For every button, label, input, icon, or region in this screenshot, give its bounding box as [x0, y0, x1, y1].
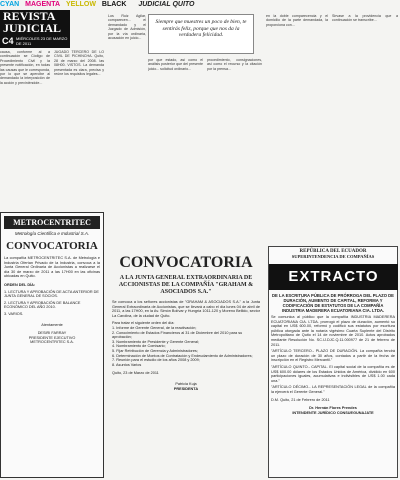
text-column-6 — [266, 14, 328, 244]
notice-subheading: Metrología Científica e Industrial S.A. — [14, 231, 90, 236]
text-column-5 — [207, 58, 262, 210]
print-color-bar — [0, 0, 400, 10]
agenda-item: 6. Determinación de Montos de Contratación y Endeudamiento de Administradores; — [112, 353, 253, 358]
agenda-item: 3. Nombramiento de Presidente y Gerente General; — [112, 339, 199, 344]
notice-subheading: SUPERINTENDENCIA DE COMPAÑÍAS — [291, 254, 375, 259]
notice-subtitle: A LA JUNTA GENERAL EXTRAORDINARIA DE ACCIONISTAS DE LA COMPAÑÍA "GRAHAM & ASOCIADOS S.A." — [118, 275, 254, 295]
agenda-item: 1. Informe de Gerente General, de la reactivación; — [112, 325, 197, 330]
color-magenta: MAGENTA — [25, 1, 61, 8]
section-name: JUDICIAL QUITO — [138, 1, 195, 8]
page-number: C4 — [2, 36, 14, 46]
notice-title: CONVOCATORIA — [6, 240, 98, 252]
agenda-item: 8. Asuntos Varios — [112, 362, 142, 367]
logo-line-2: JUDICIAL — [3, 21, 62, 35]
notice-body: Se convoca a los señores accionistas de "GRAHAM & ASOCIADOS S.A." a la Junta General Extraordinaria de Accionistas, que se llevará a cabo el día lunes 04 de abril de 2011, a las 17H00, en la Av. Simón Bolívar y Hungría 1011-120 y Moreno Bellido, sector La Carolina, de la ciudad de Quito. — [112, 300, 260, 318]
article-text: "ARTÍCULO QUINTO.- CAPITAL. El capital social de la compañía es de US$ 600.00 dólares de los Estados Unidos de América, dividido en 600 participaciones iguales, acumulativas e indivisibles de US$ 1.00 cada una." — [271, 364, 395, 383]
text-column-4 — [148, 58, 203, 210]
closing: Atentamente — [41, 322, 63, 327]
signer-role: INTENDENTE JURÍDICO CONSUEGUNAJATE — [292, 410, 374, 415]
agenda-item: 1. LECTURA Y APROBACIÓN DE ACTA ANTERIOR DE JUNTA GENERAL DE SOCIOS. — [4, 289, 99, 299]
notice-heading: METROCENTRITEC — [4, 216, 100, 229]
quote-text: Siempre que muestres un poco de bien, te sentirás feliz, porque que nos da la verdadera felicidad. — [155, 19, 247, 38]
date-line: D.M. Quito, 21 de Febrero de 2011 — [271, 397, 330, 402]
text-column-2 — [54, 50, 104, 210]
column-text: causa, conforme al a continuación se Código de Procedimiento Civil y la presente notificación, en todas las causas que le corresponda, por lo que se apercibe al demandado la interposición de la acción y previniéndole... — [0, 50, 50, 85]
signer-name: Patricia Kuja — [175, 381, 197, 386]
graham-convocatoria — [108, 250, 264, 478]
text-column-3 — [108, 14, 146, 210]
column-text: JUGADO TERCERO DE LO CIVIL DE PICHINCHA. Quito, 28 de marzo del 2008. las 08H00. VISTOS. La demanda presentada es clara, precisa y reúne los requisitos legales... — [54, 50, 104, 77]
quote-box — [148, 14, 254, 54]
article-text: "ARTÍCULO TERCERO.- PLAZO DE DURACIÓN. La compañía tendrá un plazo de duración de 30 años, contados a partir de la fecha de inscripción en el Registro Mercantil." — [271, 349, 395, 363]
signer-name: DESIRI FARRAY — [37, 331, 67, 336]
column-text: Los Ruiz Agilar, comparecen... el demandado y el Juzgado de Admisión, por la vía ordinaria, acusación en juicio... — [108, 14, 146, 41]
agenda-item: 2. LECTURA Y APROBACIÓN DE BALANCE ECONÓMICO DEL AÑO 2010. — [4, 300, 81, 310]
column-text: procedimiento, consignaciones, así como el recurso y la citación por la prensa... — [207, 58, 262, 71]
signer-role: PRESIDENTE EJECUTIVO — [28, 335, 76, 340]
date-line: Quito, 23 de Marzo de 2011 — [112, 371, 159, 376]
color-black: BLACK — [101, 1, 127, 8]
notice-body: La compañía METROCENTRITEC S.A. de Metrología e Industria Ofertan Privado de la Industria, convoca a la Junta General Ordinaria de Accionistas a realizarse el día 30 de marzo de 2011 a las 17H00 en las oficinas ubicadas en Quito. — [4, 256, 100, 279]
agenda-item: 5. Fijar Retribución de Gerencia y Administradores; — [112, 348, 198, 353]
article-text: "ARTÍCULO DÉCIMO.- LA REPRESENTACIÓN LEGAL de la compañía la ejercerá el Gerente General." — [271, 385, 395, 394]
agenda-label: ORDEN DEL DÍA: — [4, 282, 36, 287]
agenda-item: 7. Reunión para el estudio de los años 2008 y 2009; — [112, 358, 200, 363]
agenda-item: 3. VARIOS. — [4, 311, 24, 316]
color-yellow: YELLOW — [65, 1, 96, 8]
extracto-title: DE LA ESCRITURA PÚBLICA DE PRÓRROGA DEL PLAZO DE DURACIÓN, AUMENTO DE CAPITAL, REFORMA Y CODIFICACIÓN DE ESTATUTOS DE LA COMPAÑÍA INDUSTRIA MADERERA ECUATORIANA CIA. LTDA. — [272, 293, 394, 313]
signer-company: METROCENTRITEC S.A. — [30, 340, 74, 345]
text-column-1 — [0, 50, 50, 210]
column-text: Sirvase a la providencia que a continuación se transcribe... — [332, 14, 398, 23]
notice-title: CONVOCATORIA — [119, 254, 253, 271]
signer-role: PRESIDENTA — [173, 386, 199, 391]
color-cyan: CYAN — [0, 1, 20, 8]
metrocentritec-notice — [0, 212, 104, 478]
text-column-7 — [332, 14, 398, 244]
agenda-label: Para tratar el siguiente orden del día: — [112, 321, 175, 326]
notice-heading: REPÚBLICA DEL ECUADOR — [299, 249, 367, 254]
issue-date: MIÉRCOLES 23 DE MARZO DE 2011 — [16, 36, 68, 46]
agenda-item: 4. Nombramiento de Comisario; — [112, 344, 166, 349]
extracto-banner: EXTRACTO — [269, 264, 398, 290]
extracto-body-text: Se comunica al público que la compañía INDUSTRIA MADERERA ECUATORIANA CIA. LTDA. prorrogó el plazo de duración, aumentó su capital en US$ 600.00, reformó y codificó sus estatutos por escritura pública otorgada ante la notaría vigésimo Cuarta Suplente del Distrito Metropolitano de Quito el 14 de noviembre de 2010. Actos aprobados mediante Resolución No. SC.IJ.DJC.Q.11.000977 de 21 de febrero de 2011. — [271, 315, 395, 347]
extracto-body — [270, 292, 396, 476]
column-text: en la doble comparecencia y el domicilio de la parte demandada, la proporciona con... — [266, 14, 328, 27]
signer-name: Dr. Hernán Flores Prendes — [309, 406, 357, 411]
column-text: por que estado, así como el análisis posterior que del presente juicio... solicitud ordinario... — [148, 58, 203, 71]
agenda-item: 2. Conocimiento de Estados Financieros al 31 de Diciembre del 2010 para su aprobación; — [112, 330, 243, 340]
revista-judicial-logo — [0, 10, 70, 48]
logo-line-1: REVISTA — [3, 9, 56, 23]
